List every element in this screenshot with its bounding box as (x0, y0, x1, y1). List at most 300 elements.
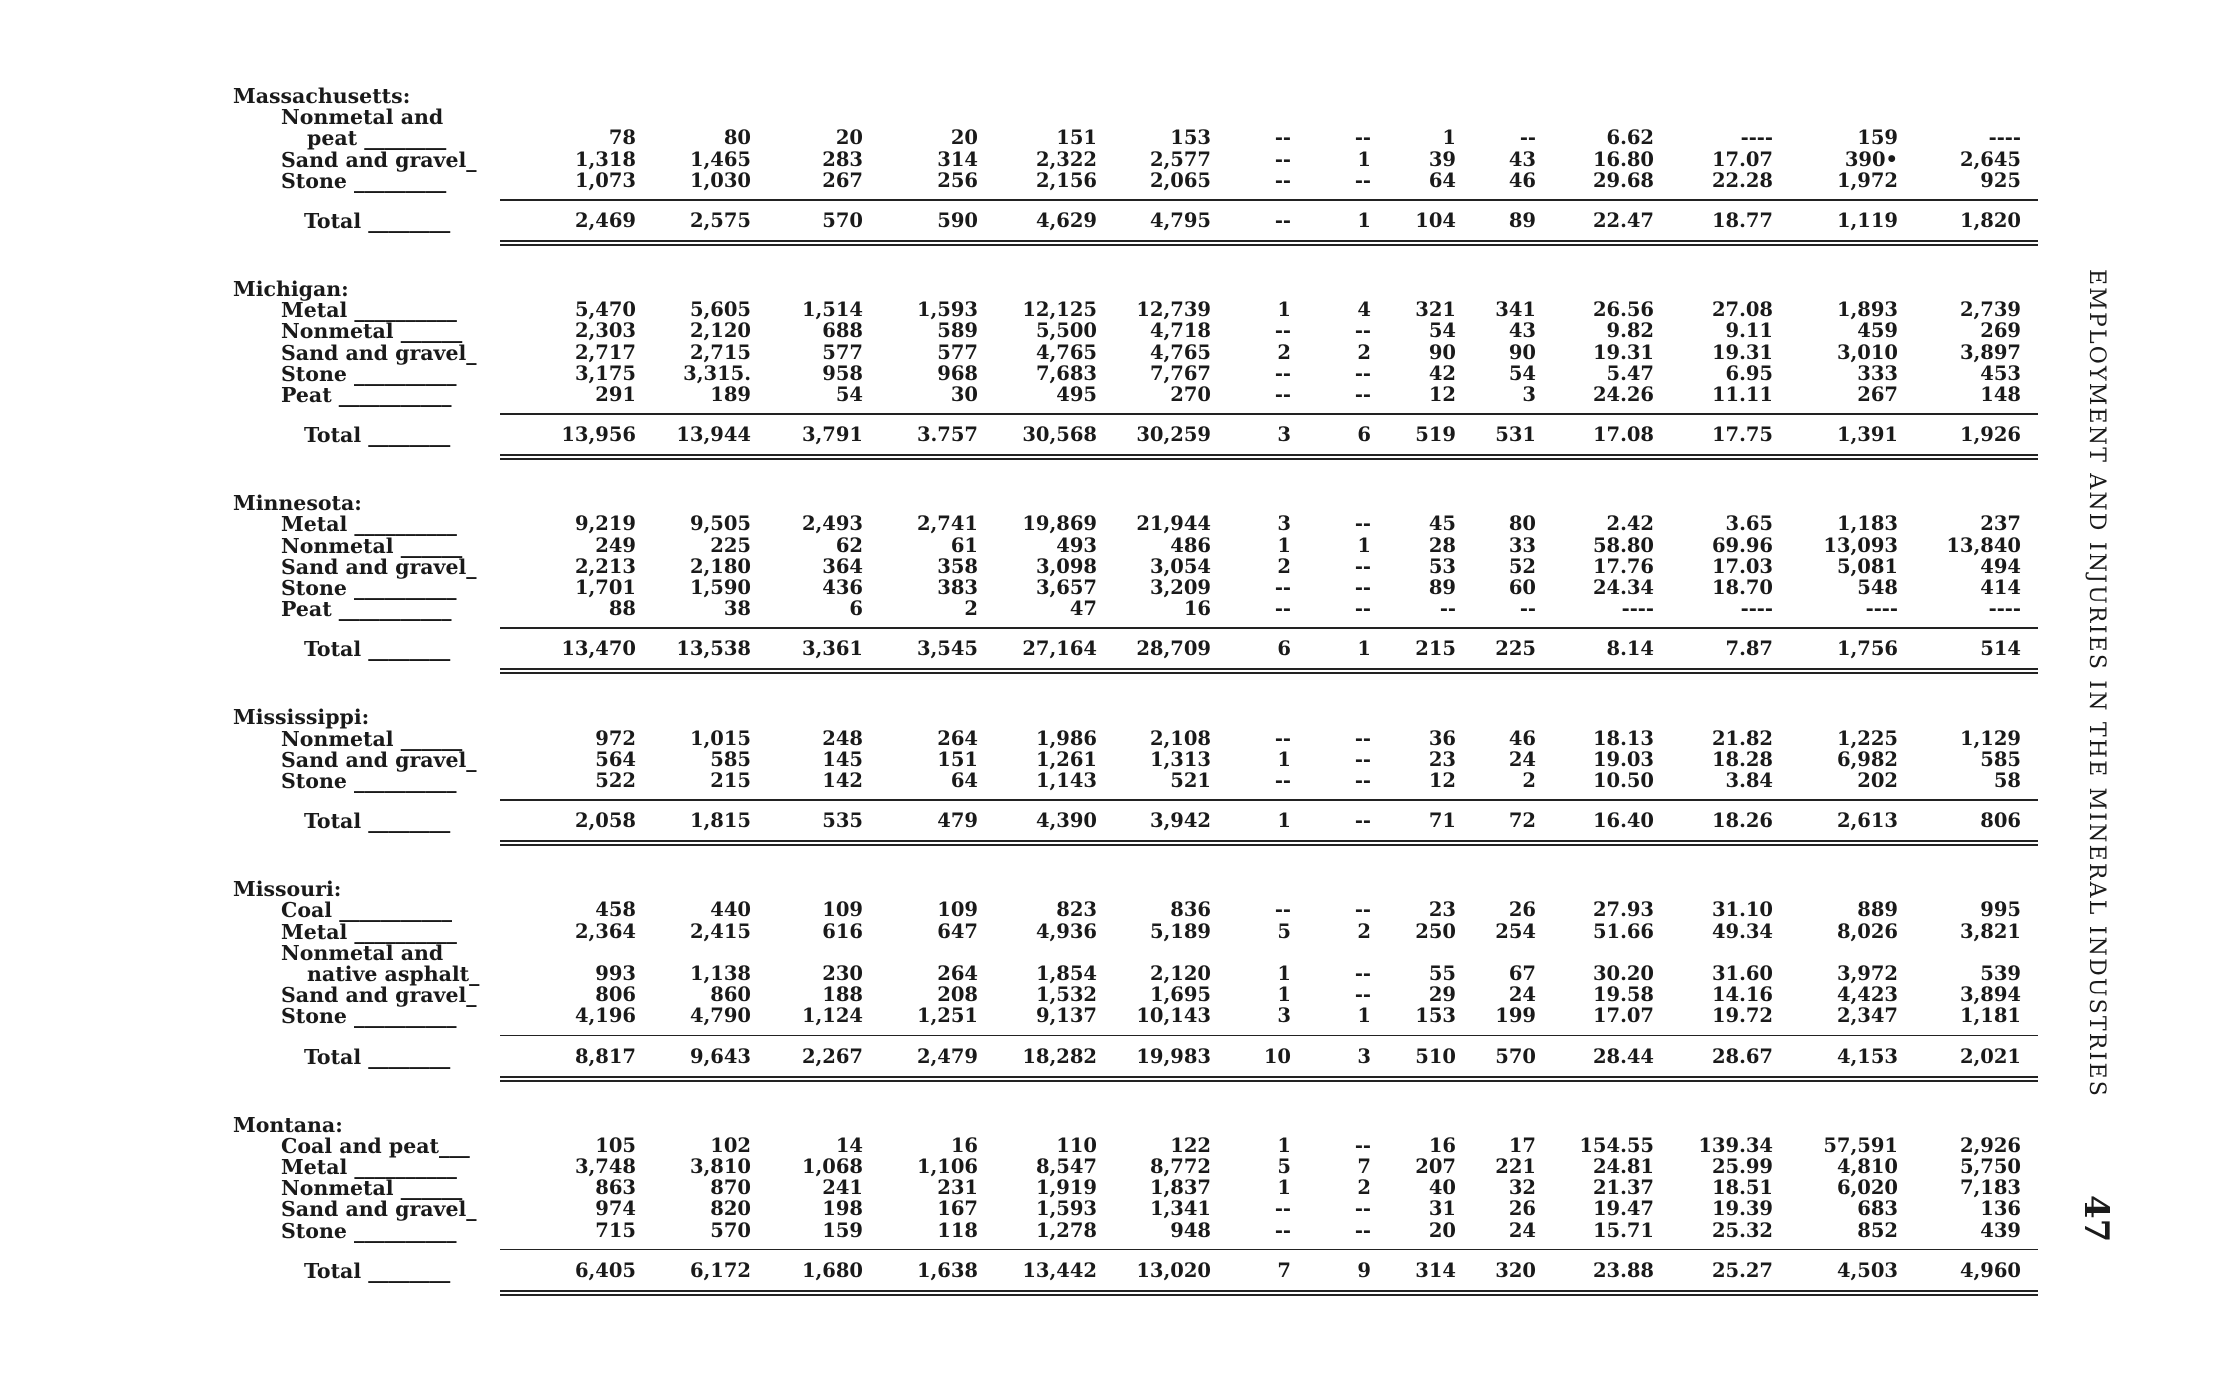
table-cell: 30,568 (1022, 423, 1097, 447)
table-cell: 6,982 (1836, 747, 1898, 771)
table-cell: 1,015 (689, 726, 751, 750)
table-cell: 7.87 (1725, 637, 1773, 661)
row-label: Nonmetal and (281, 105, 444, 130)
table-cell: 870 (710, 1176, 751, 1200)
table-cell: 1,680 (801, 1258, 863, 1282)
table-cell: 1,313 (1149, 747, 1211, 771)
state-label: Montana: (233, 1112, 343, 1137)
table-cell: -- (1354, 319, 1371, 343)
table-cell: 320 (1495, 1258, 1536, 1282)
row-label: Coal and peat___ (281, 1133, 470, 1158)
table-cell: 3,054 (1149, 554, 1211, 578)
table-cell: 2,715 (689, 340, 751, 364)
table-row (0, 556, 2216, 578)
table-cell: 531 (1495, 423, 1536, 447)
table-cell: 6.95 (1725, 361, 1773, 385)
table-cell: 1,638 (916, 1258, 978, 1282)
table-cell: 58 (1993, 769, 2021, 792)
table-cell: 71 (1428, 809, 1456, 833)
row-label: Nonmetal and (281, 940, 444, 965)
table-cell: 17.07 (1592, 1004, 1654, 1028)
table-cell: 364 (822, 554, 863, 578)
table-cell: 1,837 (1149, 1176, 1211, 1200)
table-cell: 863 (595, 1176, 636, 1200)
table-cell: 2,479 (916, 1044, 978, 1068)
table-cell: 18.51 (1711, 1176, 1773, 1200)
table-cell: 4,765 (1035, 340, 1097, 364)
table-cell: -- (1354, 726, 1371, 750)
table-cell: 23 (1428, 898, 1456, 922)
table-cell: 8,772 (1149, 1155, 1211, 1178)
state-heading-row (0, 492, 2216, 514)
table-cell: 13,442 (1022, 1258, 1097, 1282)
table-rule (500, 240, 2038, 242)
table-cell: -- (1274, 209, 1291, 232)
table-cell: -- (1354, 576, 1371, 599)
state-label: Minnesota: (233, 491, 362, 516)
table-cell: 264 (937, 962, 978, 985)
table-cell: 1 (1277, 533, 1291, 557)
table-cell: 2,303 (574, 319, 636, 343)
row-label: Metal __________ (281, 919, 457, 944)
table-cell: 122 (1170, 1133, 1211, 1157)
table-cell: 521 (1170, 769, 1211, 792)
row-label: Nonmetal ______ (281, 1176, 463, 1201)
table-cell: 153 (1415, 1004, 1456, 1028)
table-row (0, 942, 2216, 964)
table-cell: 5,081 (1836, 554, 1898, 578)
state-heading-row (0, 1114, 2216, 1136)
table-cell: 1,986 (1035, 726, 1097, 750)
table-cell: 494 (1980, 554, 2021, 578)
table-rule (500, 1294, 2038, 1296)
table-cell: 16.80 (1592, 147, 1654, 171)
table-cell: 118 (937, 1218, 978, 1242)
table-cell: 439 (1980, 1218, 2021, 1242)
table-cell: 3,098 (1035, 554, 1097, 578)
table-cell: 2,741 (916, 512, 978, 536)
row-label: Metal __________ (281, 298, 457, 323)
table-row (0, 363, 2216, 385)
table-cell: 1 (1277, 1133, 1291, 1157)
table-cell: -- (1354, 1133, 1371, 1157)
table-cell: 19.31 (1711, 340, 1773, 364)
table-cell: 26 (1508, 898, 1536, 922)
table-cell: 256 (937, 168, 978, 192)
table-cell: 4,153 (1836, 1044, 1898, 1068)
state-label: Mississippi: (233, 705, 370, 730)
table-rule (500, 413, 2038, 415)
table-cell: 1,138 (689, 962, 751, 985)
table-row (0, 921, 2216, 943)
table-cell: 215 (1415, 637, 1456, 661)
table-cell: 13,470 (561, 637, 636, 661)
table-cell: 88 (608, 597, 636, 621)
table-cell: 9,505 (689, 512, 751, 536)
table-cell: 1,251 (916, 1004, 978, 1028)
table-cell: 3.757 (916, 423, 978, 447)
table-cell: 3,821 (1959, 919, 2021, 943)
table-cell: 4,390 (1035, 809, 1097, 833)
table-cell: 241 (822, 1176, 863, 1200)
table-cell: 7,183 (1959, 1176, 2021, 1200)
state-heading-row (0, 706, 2216, 728)
table-cell: 142 (822, 769, 863, 792)
table-cell: 19,869 (1022, 512, 1097, 536)
table-cell: 4,503 (1836, 1258, 1898, 1282)
table-rule (500, 627, 2038, 629)
table-cell: 14 (835, 1133, 863, 1157)
table-row (0, 1220, 2216, 1242)
table-cell: 4,423 (1836, 983, 1898, 1007)
table-cell: 1,106 (916, 1155, 978, 1178)
table-rule (500, 454, 2038, 456)
state-heading-row (0, 85, 2216, 107)
total-row (0, 424, 2216, 446)
table-cell: 58.80 (1592, 533, 1654, 557)
table-cell: 18.77 (1711, 209, 1773, 232)
table-cell: 46 (1508, 726, 1536, 750)
table-cell: 198 (822, 1197, 863, 1221)
table-cell: 19.72 (1711, 1004, 1773, 1028)
table-row (0, 984, 2216, 1006)
table-cell: 2,267 (801, 1044, 863, 1068)
table-cell: 5,189 (1149, 919, 1211, 943)
table-cell: 2,065 (1149, 168, 1211, 192)
table-cell: ---- (1740, 597, 1773, 621)
table-row (0, 127, 2216, 149)
table-cell: 21,944 (1136, 512, 1211, 536)
table-cell: 17 (1508, 1133, 1536, 1157)
row-label: Peat ___________ (281, 597, 452, 622)
table-cell: 1,593 (916, 298, 978, 322)
table-cell: -- (1274, 126, 1291, 150)
table-rule (500, 672, 2038, 674)
table-cell: 2,058 (574, 809, 636, 833)
table-cell: 1,030 (689, 168, 751, 192)
table-cell: 28 (1428, 533, 1456, 557)
table-cell: 69.96 (1711, 533, 1773, 557)
table-cell: 31.60 (1711, 962, 1773, 985)
table-cell: 12 (1428, 383, 1456, 406)
row-label: Coal ___________ (281, 898, 452, 923)
table-cell: 27.08 (1711, 298, 1773, 322)
row-label: Total ________ (304, 1044, 451, 1069)
table-cell: 90 (1428, 340, 1456, 364)
table-cell: 972 (595, 726, 636, 750)
table-cell: 9.82 (1606, 319, 1654, 343)
table-cell: 5 (1277, 919, 1291, 943)
table-cell: 7 (1357, 1155, 1371, 1178)
table-cell: 458 (595, 898, 636, 922)
table-cell: 459 (1857, 319, 1898, 343)
table-cell: 823 (1056, 898, 1097, 922)
table-cell: 10,143 (1136, 1004, 1211, 1028)
row-label: Stone __________ (281, 361, 457, 386)
table-cell: 4,718 (1149, 319, 1211, 343)
table-cell: 148 (1980, 383, 2021, 406)
table-cell: 24.26 (1592, 383, 1654, 406)
table-cell: 1,073 (574, 168, 636, 192)
table-cell: 995 (1980, 898, 2021, 922)
table-cell: 2,108 (1149, 726, 1211, 750)
table-row (0, 513, 2216, 535)
table-cell: 3,657 (1035, 576, 1097, 599)
table-cell: 199 (1495, 1004, 1536, 1028)
table-cell: 1,318 (574, 147, 636, 171)
table-cell: 8,547 (1035, 1155, 1097, 1178)
table-cell: 20 (1428, 1218, 1456, 1242)
table-cell: -- (1354, 898, 1371, 922)
table-cell: 53 (1428, 554, 1456, 578)
table-cell: 254 (1495, 919, 1536, 943)
table-cell: 139.34 (1698, 1133, 1773, 1157)
table-rule (500, 1076, 2038, 1078)
table-row (0, 149, 2216, 171)
table-cell: 2,156 (1035, 168, 1097, 192)
table-cell: -- (1274, 383, 1291, 406)
table-cell: 167 (937, 1197, 978, 1221)
table-cell: 7,767 (1149, 361, 1211, 385)
table-cell: 2,577 (1149, 147, 1211, 171)
table-cell: 54 (1508, 361, 1536, 385)
table-cell: 225 (1495, 637, 1536, 661)
table-cell: -- (1274, 147, 1291, 171)
table-cell: 12,125 (1022, 298, 1097, 322)
table-rule (500, 840, 2038, 842)
table-cell: 207 (1415, 1155, 1456, 1178)
table-cell: 9.11 (1725, 319, 1773, 343)
table-cell: 2,575 (689, 209, 751, 232)
table-cell: 1 (1277, 1176, 1291, 1200)
total-row (0, 1260, 2216, 1282)
table-cell: 1,225 (1836, 726, 1898, 750)
table-cell: 16 (1183, 597, 1211, 621)
row-label: Total ________ (304, 809, 451, 834)
table-cell: 6 (1357, 423, 1371, 447)
row-label: Sand and gravel_ (281, 340, 477, 365)
table-cell: 154.55 (1579, 1133, 1654, 1157)
table-rule (500, 1290, 2038, 1292)
table-cell: 7,683 (1035, 361, 1097, 385)
row-label: Sand and gravel_ (281, 147, 477, 172)
table-cell: 570 (710, 1218, 751, 1242)
row-label: Stone _________ (281, 168, 447, 193)
table-cell: 45 (1428, 512, 1456, 536)
table-cell: 3,748 (574, 1155, 636, 1178)
table-cell: 5,750 (1959, 1155, 2021, 1178)
table-cell: 5,500 (1035, 319, 1097, 343)
table-cell: 806 (595, 983, 636, 1007)
table-cell: 5,605 (689, 298, 751, 322)
table-cell: 341 (1495, 298, 1536, 322)
table-cell: 4,629 (1035, 209, 1097, 232)
table-cell: 19.39 (1711, 1197, 1773, 1221)
table-cell: 3,361 (801, 637, 863, 661)
table-cell: 3,791 (801, 423, 863, 447)
table-cell: 2.42 (1606, 512, 1654, 536)
row-label: native asphalt_ (307, 962, 480, 986)
state-label: Michigan: (233, 277, 349, 301)
table-cell: 9,219 (574, 512, 636, 536)
table-cell: 2,469 (574, 209, 636, 232)
table-cell: 10.50 (1592, 769, 1654, 792)
table-cell: 29 (1428, 983, 1456, 1007)
table-cell: 1,532 (1035, 983, 1097, 1007)
table-cell: 110 (1056, 1133, 1097, 1157)
table-cell: 1,815 (689, 809, 751, 833)
table-cell: 1 (1277, 962, 1291, 985)
table-cell: 514 (1980, 637, 2021, 661)
table-cell: 27,164 (1022, 637, 1097, 661)
table-cell: 136 (1980, 1197, 2021, 1221)
table-cell: 67 (1508, 962, 1536, 985)
table-cell: 2,347 (1836, 1004, 1898, 1028)
row-label: Nonmetal ______ (281, 319, 463, 344)
table-cell: -- (1354, 1218, 1371, 1242)
table-cell: 3,175 (574, 361, 636, 385)
table-cell: 8.14 (1606, 637, 1654, 661)
table-cell: 1,756 (1836, 637, 1898, 661)
table-cell: 1,391 (1836, 423, 1898, 447)
table-cell: 993 (595, 962, 636, 985)
table-cell: 479 (937, 809, 978, 833)
table-cell: 12,739 (1136, 298, 1211, 322)
table-cell: 3,894 (1959, 983, 2021, 1007)
table-cell: -- (1274, 361, 1291, 385)
table-cell: 2,493 (801, 512, 863, 536)
table-cell: 4,795 (1149, 209, 1211, 232)
table-cell: 269 (1980, 319, 2021, 343)
table-row (0, 342, 2216, 364)
table-cell: 1,919 (1035, 1176, 1097, 1200)
table-cell: 1,593 (1035, 1197, 1097, 1221)
table-cell: 237 (1980, 512, 2021, 536)
row-label: Stone __________ (281, 1004, 457, 1029)
table-cell: 3,810 (689, 1155, 751, 1178)
table-cell: 22.47 (1592, 209, 1654, 232)
table-cell: 10 (1263, 1044, 1291, 1068)
table-cell: 968 (937, 361, 978, 385)
table-cell: 1 (1277, 298, 1291, 322)
table-cell: 414 (1980, 576, 2021, 599)
table-cell: 688 (822, 319, 863, 343)
table-cell: 1,926 (1959, 423, 2021, 447)
table-cell: 24.34 (1592, 576, 1654, 599)
table-cell: 159 (822, 1218, 863, 1242)
row-label: Total ________ (304, 423, 451, 448)
table-cell: -- (1354, 554, 1371, 578)
table-row (0, 106, 2216, 128)
table-cell: 358 (937, 554, 978, 578)
table-cell: 453 (1980, 361, 2021, 385)
table-cell: 105 (595, 1133, 636, 1157)
table-cell: 1,181 (1959, 1004, 2021, 1028)
table-cell: 3 (1277, 423, 1291, 447)
table-cell: -- (1354, 383, 1371, 406)
table-cell: 4,765 (1149, 340, 1211, 364)
table-cell: 291 (595, 383, 636, 406)
table-cell: 2,645 (1959, 147, 2021, 171)
table-cell: 683 (1857, 1197, 1898, 1221)
table-cell: 231 (937, 1176, 978, 1200)
table-cell: 28.67 (1711, 1044, 1773, 1068)
table-cell: 109 (822, 898, 863, 922)
table-cell: 30 (950, 383, 978, 406)
table-cell: 4,810 (1836, 1155, 1898, 1178)
table-row (0, 320, 2216, 342)
table-row (0, 384, 2216, 406)
table-cell: -- (1354, 983, 1371, 1007)
table-cell: ---- (1740, 126, 1773, 150)
row-label: Total ________ (304, 1258, 451, 1283)
table-cell: 188 (822, 983, 863, 1007)
table-cell: 9 (1357, 1258, 1371, 1282)
table-cell: 2 (964, 597, 978, 621)
table-cell: -- (1354, 769, 1371, 792)
table-cell: 3,897 (1959, 340, 2021, 364)
table-cell: 151 (937, 747, 978, 771)
table-cell: 80 (1508, 512, 1536, 536)
table-cell: 264 (937, 726, 978, 750)
table-cell: 8,817 (574, 1044, 636, 1068)
table-cell: 30.20 (1592, 962, 1654, 985)
table-cell: 852 (1857, 1218, 1898, 1242)
table-row (0, 1198, 2216, 1220)
table-cell: 616 (822, 919, 863, 943)
table-cell: 250 (1415, 919, 1456, 943)
row-label: Sand and gravel_ (281, 983, 477, 1008)
table-cell: 17.75 (1711, 423, 1773, 447)
table-cell: 46 (1508, 168, 1536, 192)
table-cell: 1,514 (801, 298, 863, 322)
table-cell: -- (1354, 126, 1371, 150)
table-row (0, 1156, 2216, 1178)
table-cell: 2,613 (1836, 809, 1898, 833)
table-cell: 314 (1415, 1258, 1456, 1282)
table-cell: 19.31 (1592, 340, 1654, 364)
table-cell: 31 (1428, 1197, 1456, 1221)
table-row (0, 1135, 2216, 1157)
table-cell: 16 (1428, 1133, 1456, 1157)
row-label: peat ________ (307, 126, 447, 151)
table-cell: 49.34 (1711, 919, 1773, 943)
table-cell: 6.62 (1606, 126, 1654, 150)
table-cell: -- (1274, 769, 1291, 792)
table-cell: 38 (723, 597, 751, 621)
table-cell: 17.76 (1592, 554, 1654, 578)
table-cell: 25.99 (1711, 1155, 1773, 1178)
table-cell: 2,322 (1035, 147, 1097, 171)
table-cell: 436 (822, 576, 863, 599)
table-cell: 36 (1428, 726, 1456, 750)
table-cell: 1 (1357, 533, 1371, 557)
table-cell: 1,143 (1035, 769, 1097, 792)
table-cell: 2,926 (1959, 1133, 2021, 1157)
table-cell: 3,545 (916, 637, 978, 661)
table-cell: -- (1274, 319, 1291, 343)
table-cell: 1,341 (1149, 1197, 1211, 1221)
table-cell: 522 (595, 769, 636, 792)
table-cell: 78 (608, 126, 636, 150)
table-cell: 8,026 (1836, 919, 1898, 943)
table-rule (500, 199, 2038, 201)
table-cell: 974 (595, 1197, 636, 1221)
table-row (0, 598, 2216, 620)
table-cell: 23.88 (1592, 1258, 1654, 1282)
table-cell: 21.82 (1711, 726, 1773, 750)
running-title: EMPLOYMENT AND INJURIES IN THE MINERAL INDUSTRIES (2084, 269, 2109, 1098)
